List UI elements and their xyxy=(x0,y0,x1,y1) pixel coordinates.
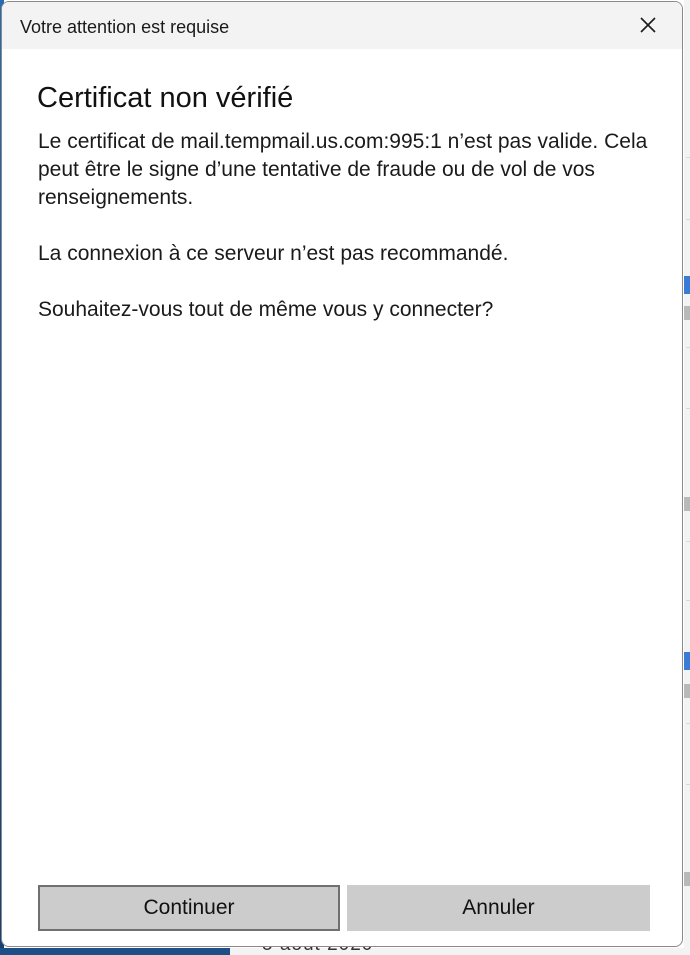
background-divider xyxy=(686,347,690,348)
background-text-fragment xyxy=(684,306,690,320)
background-link-fragment xyxy=(684,276,690,294)
background-text-fragment xyxy=(684,872,690,886)
background-divider xyxy=(686,600,690,601)
cancel-button[interactable]: Annuler xyxy=(347,885,650,931)
background-divider xyxy=(686,723,690,724)
dialog-heading: Certificat non vérifié xyxy=(37,82,294,114)
close-icon xyxy=(639,16,657,34)
background-divider xyxy=(686,784,690,785)
background-window-bottom-left xyxy=(0,948,230,955)
background-divider xyxy=(686,219,690,220)
background-divider xyxy=(686,408,690,409)
connection-not-recommended-message: La connexion à ce serveur n’est pas recommandé. xyxy=(38,242,509,265)
background-text-fragment xyxy=(684,684,690,698)
background-link-fragment xyxy=(684,652,690,670)
certificate-warning-dialog xyxy=(1,1,683,947)
connect-anyway-question: Souhaitez-vous tout de même vous y connecter? xyxy=(38,298,494,321)
background-window-right-edge xyxy=(684,0,690,955)
close-button[interactable] xyxy=(620,5,676,45)
background-divider xyxy=(686,157,690,158)
background-divider xyxy=(686,541,690,542)
background-text-fragment xyxy=(684,497,690,511)
certificate-invalid-message: Le certificat de mail.tempmail.us.com:995:1 n’est pas valide. Cela peut être le signe d’une tentative de fraude ou de vol de vos renseignements. xyxy=(38,130,648,209)
window-title: Votre attention est requise xyxy=(20,17,230,37)
continue-button[interactable]: Continuer xyxy=(38,885,340,931)
dialog-titlebar xyxy=(2,2,682,49)
